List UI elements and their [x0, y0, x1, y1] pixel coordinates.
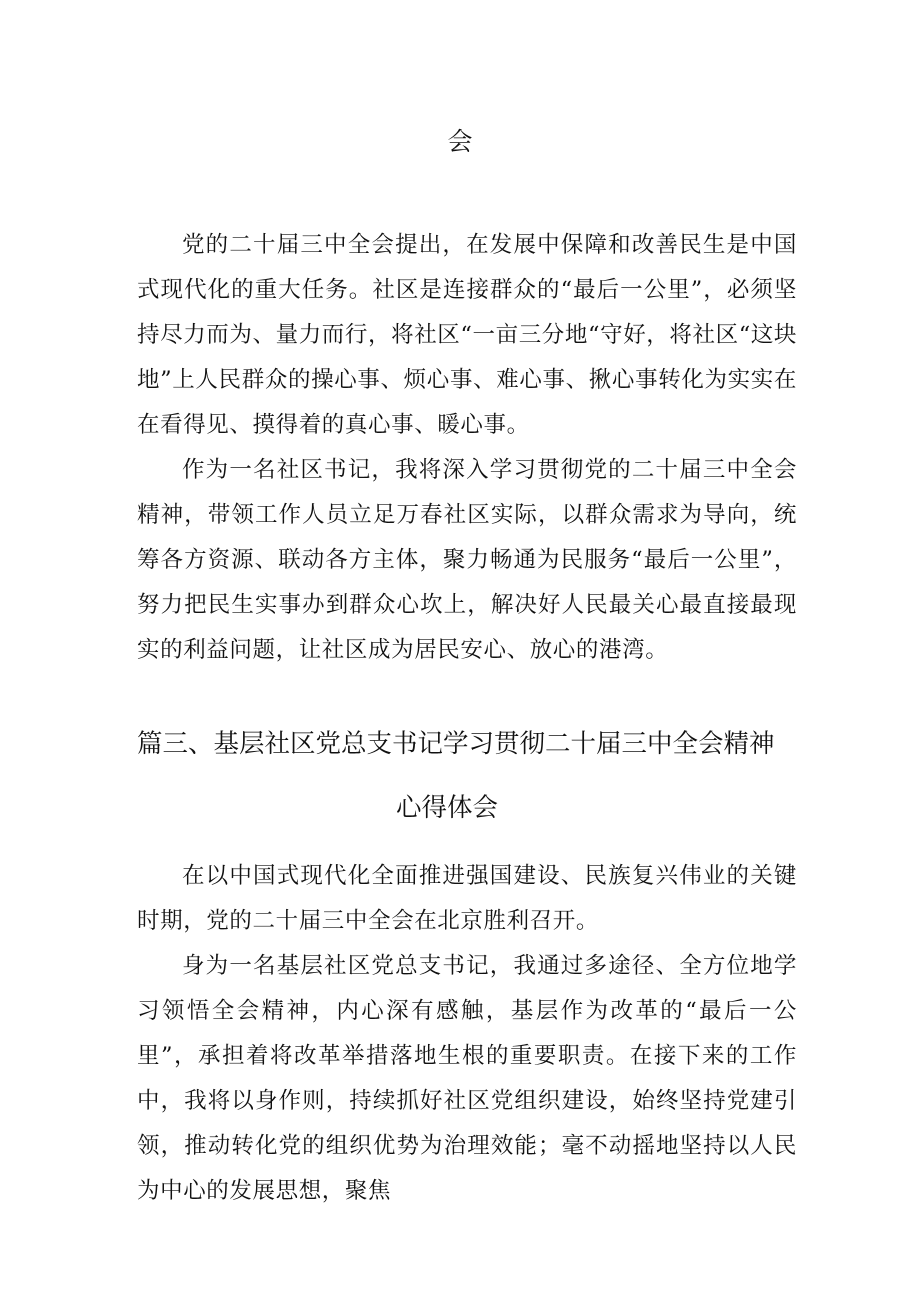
section-1-body: [137, 223, 797, 673]
heading-line-1: 篇三、基层社区党总支书记学习贯彻二十届三中全会精神: [137, 729, 775, 759]
paragraph: 身为一名基层社区党总支书记，我通过多途径、全方位地学习领悟全会精神，内心深有感触，基层作为改革的“最后一公里”，承担着将改革举措落地生根的重要职责。在接下来的工作中，我将以身作则，持续抓好社区党组织建设，始终坚持党建引领，推动转化党的组织优势为治理效能；毫不动摇地坚持以人民为中心的发展思想，聚焦: [137, 953, 797, 1204]
section-3-heading: [137, 712, 797, 840]
paragraph: 在以中国式现代化全面推进强国建设、民族复兴伟业的关键时期，党的二十届三中全会在北京胜利召开。: [137, 863, 797, 934]
section-3-body: [137, 854, 797, 1214]
paragraph: 作为一名社区书记，我将深入学习贯彻党的二十届三中全会精神，带领工作人员立足万春社区实际，以群众需求为导向，统筹各方资源、联动各方主体，聚力畅通为民服务“最后一公里”，努力把民生实事办到群众心坎上，解决好人民最关心最直接最现实的利益问题，让社区成为居民安心、放心的港湾。: [137, 457, 797, 663]
heading-line-2: 心得体会: [395, 793, 498, 823]
previous-title-tail: 会: [447, 127, 473, 156]
paragraph: 党的二十届三中全会提出，在发展中保障和改善民生是中国式现代化的重大任务。社区是连接群众的“最后一公里”，必须坚持尽力而为、量力而行，将社区“一亩三分地“守好，将社区“这块地”上人民群众的操心事、烦心事、难心事、揪心事转化为实实在在看得见、摸得着的真心事、暖心事。: [137, 232, 798, 438]
